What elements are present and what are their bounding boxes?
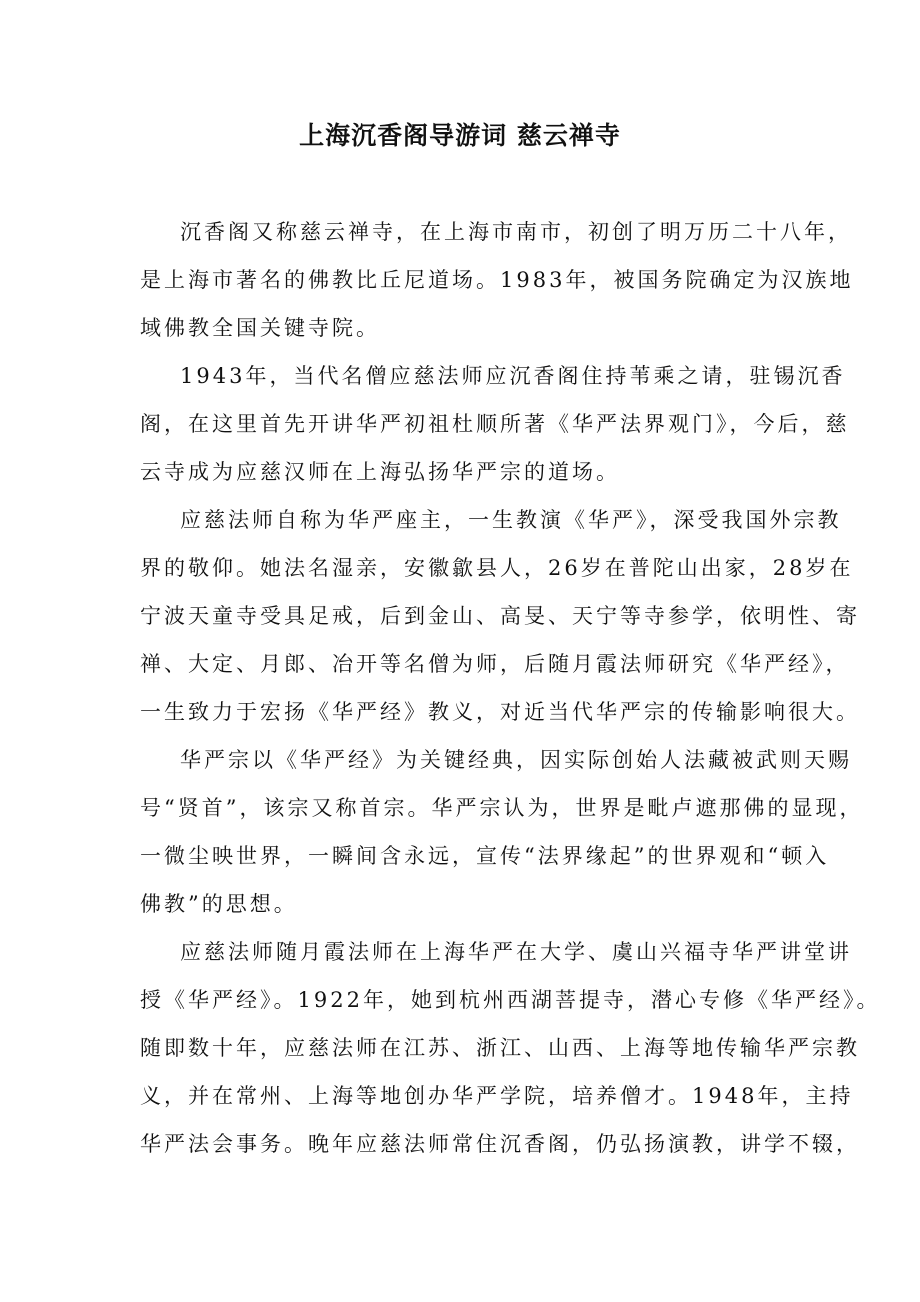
text-line: 随即数十年，应慈法师在江苏、浙江、山西、上海等地传输华严宗教	[140, 1036, 860, 1060]
text-line: 域佛教全国关键寺院。	[140, 316, 380, 340]
text-line: 宁波天童寺受具足戒，后到金山、高旻、天宁等寺参学，依明性、寄	[140, 604, 860, 628]
text-line: 云寺成为应慈汉师在上海弘扬华严宗的道场。	[140, 460, 620, 484]
text-line: 号“贤首”，该宗又称首宗。华严宗认为，世界是毗卢遮那佛的显现，	[140, 796, 864, 820]
text-line: 沉香阁又称慈云禅寺，在上海市南市，初创了明万历二十八年，	[180, 220, 852, 244]
text-line: 应慈法师随月霞法师在上海华严在大学、虞山兴福寺华严讲堂讲	[180, 940, 852, 964]
paragraph	[140, 496, 905, 736]
text-line: 授《华严经》。1922年，她到杭州西湖菩提寺，潜心专修《华严经》。	[140, 988, 881, 1012]
text-line: 是上海市著名的佛教比丘尼道场。1983年，被国务院确定为汉族地	[140, 268, 854, 292]
text-line: 1943年，当代名僧应慈法师应沉香阁住持苇乘之请，驻锡沉香	[180, 364, 846, 388]
document-title: 上海沉香阁导游词 慈云禅寺	[299, 121, 621, 150]
text-line: 一生致力于宏扬《华严经》教义，对近当代华严宗的传输影响很大。	[140, 700, 860, 724]
text-line: 应慈法师自称为华严座主，一生教演《华严》，深受我国外宗教	[180, 508, 842, 532]
paragraph	[140, 928, 905, 1168]
text-line: 华严宗以《华严经》为关键经典，因实际创始人法藏被武则天赐	[180, 748, 852, 772]
paragraph	[140, 352, 905, 496]
text-line: 义，并在常州、上海等地创办华严学院，培养僧才。1948年，主持	[140, 1084, 854, 1108]
text-line: 禅、大定、月郎、冶开等名僧为师，后随月霞法师研究《华严经》，	[140, 652, 850, 676]
text-line: 阁，在这里首先开讲华严初祖杜顺所著《华严法界观门》，今后，慈	[140, 412, 850, 436]
text-line: 界的敬仰。她法名湿亲，安徽歙县人，26岁在普陀山出家，28岁在	[140, 556, 854, 580]
text-line: 华严法会事务。晚年应慈法师常住沉香阁，仍弘扬演教，讲学不辍，	[140, 1132, 860, 1156]
paragraph	[140, 208, 905, 352]
text-line: 佛教”的思想。	[140, 892, 298, 916]
paragraph	[140, 736, 905, 928]
document-body	[140, 208, 905, 1168]
text-line: 一微尘映世界，一瞬间含永远，宣传“法界缘起”的世界观和“顿入	[140, 844, 830, 868]
